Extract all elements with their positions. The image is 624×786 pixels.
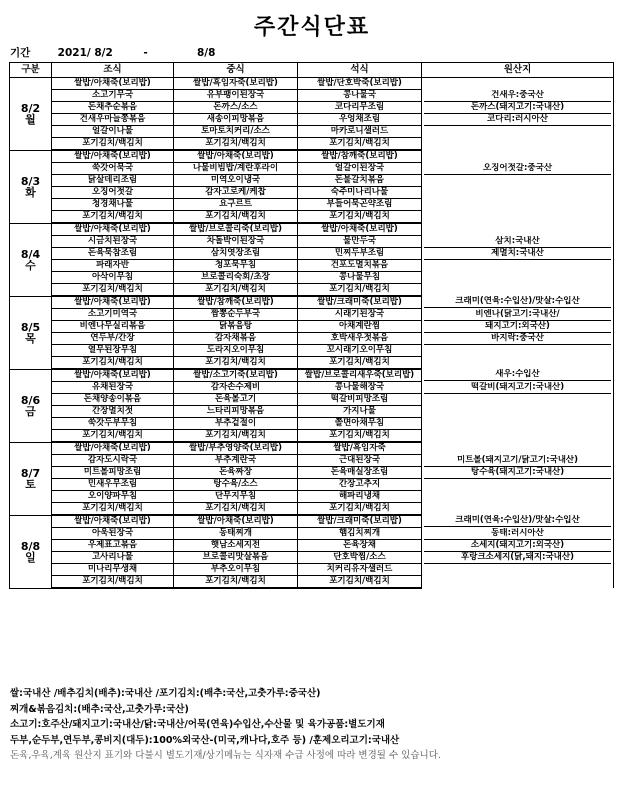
origin-item: [424, 151, 611, 162]
day-date: 8/2: [20, 101, 41, 115]
lunch-item: 부추겉절이: [174, 418, 298, 430]
table-row: [10, 199, 614, 211]
table-row: [10, 90, 614, 102]
origin-item: 미트볼(돼지고기/닭고기:국내산): [424, 455, 611, 467]
lunch-item: 단무지무침: [174, 491, 298, 503]
breakfast-item: 쌀밥/아채죽(보리밥): [52, 150, 174, 163]
breakfast-item: 감자도시락국: [52, 455, 174, 467]
origin-cell: [422, 576, 614, 589]
dinner-item: 포기김치/백김치: [298, 503, 422, 516]
origin-item: 제멸치:국내산: [424, 248, 611, 260]
day-cell: [10, 369, 52, 442]
lunch-item: 포기김치/백김치: [174, 576, 298, 589]
origin-cell: [422, 114, 614, 126]
table-row: [10, 552, 614, 564]
table-row: [10, 382, 614, 394]
origin-item: 소세지(돼지고기:외국산): [424, 540, 611, 552]
day-weekday: 금: [25, 404, 36, 418]
period-dash: -: [143, 47, 148, 59]
breakfast-item: 시금치된장국: [52, 236, 174, 248]
origin-item: [424, 78, 611, 89]
origin-item: 돈까스(돼지고기:국내산): [424, 102, 611, 114]
origin-item: 크래미(연육:수입산)/맛살:수입산: [424, 515, 611, 527]
breakfast-item: 소고기무국: [52, 90, 174, 102]
origin-item: [424, 394, 611, 405]
period-start: 2021/ 8/2: [57, 47, 113, 59]
table-row: [10, 479, 614, 491]
origin-cell: [422, 515, 614, 528]
origin-item: [424, 406, 611, 417]
breakfast-item: 돈채추순볶음: [52, 102, 174, 114]
lunch-item: 햇남소세지전: [174, 540, 298, 552]
dinner-item: 숙주미나리나물: [298, 187, 422, 199]
table-row: [10, 528, 614, 540]
origin-cell: [422, 540, 614, 552]
breakfast-item: 쑥갓어묵국: [52, 163, 174, 175]
day-cell: [10, 442, 52, 515]
origin-cell: [422, 126, 614, 138]
table-row: [10, 357, 614, 370]
breakfast-item: 간장멸치젓: [52, 406, 174, 418]
lunch-item: 쌀밥/참깨죽(보리밥): [174, 296, 298, 309]
dinner-item: 쌀밥/크래미죽(보리밥): [298, 515, 422, 528]
breakfast-item: 포기김치/백김치: [52, 138, 174, 151]
origin-cell: [422, 345, 614, 357]
origin-cell: [422, 284, 614, 297]
breakfast-item: 미나리무생채: [52, 564, 174, 576]
origin-item: [424, 345, 611, 356]
origin-item: [424, 272, 611, 283]
dinner-item: 해파리냉채: [298, 491, 422, 503]
origin-cell: [422, 455, 614, 467]
dinner-item: 마카로니샐러드: [298, 126, 422, 138]
lunch-item: 부추오이무침: [174, 564, 298, 576]
breakfast-item: 소고기미역국: [52, 309, 174, 321]
origin-cell: [422, 90, 614, 102]
dinner-item: 포기김치/백김치: [298, 211, 422, 224]
dinner-item: 쌀밥/크래미죽(보리밥): [298, 296, 422, 309]
day-weekday: 수: [25, 258, 36, 272]
origin-cell: [422, 394, 614, 406]
breakfast-item: 유채된장국: [52, 382, 174, 394]
table-row: [10, 515, 614, 528]
lunch-item: 청포묵무침: [174, 260, 298, 272]
breakfast-item: 고사리나물: [52, 552, 174, 564]
origin-item: 비엔나(닭고기:국내산/: [424, 309, 611, 321]
breakfast-item: 돈육묵참조림: [52, 248, 174, 260]
table-row: [10, 503, 614, 516]
origin-item: 새우:수입산: [424, 369, 611, 381]
dinner-item: 건포도멸치볶음: [298, 260, 422, 272]
day-date: 8/5: [20, 320, 41, 334]
origin-cell: [422, 309, 614, 321]
origin-cell: [422, 528, 614, 540]
header-lunch: 중식: [174, 63, 298, 78]
origin-item: 동태:러시아산: [424, 528, 611, 540]
lunch-item: 쌀밥/아채죽(보리밥): [174, 515, 298, 528]
table-row: [10, 126, 614, 138]
lunch-item: 쌀밥/브로콜리죽(보리밥): [174, 223, 298, 236]
table-row: [10, 248, 614, 260]
breakfast-item: 포기김치/백김치: [52, 503, 174, 516]
day-date: 8/6: [20, 393, 41, 407]
breakfast-item: 포기김치/백김치: [52, 357, 174, 370]
menu-body: [10, 78, 614, 589]
origin-item: 오징어젓갈:중국산: [424, 163, 611, 175]
table-row: [10, 175, 614, 187]
lunch-item: 닭볶음탕: [174, 321, 298, 333]
breakfast-item: 포기김치/백김치: [52, 430, 174, 443]
dinner-item: 가지나물: [298, 406, 422, 418]
period-end: 8/8: [196, 47, 216, 59]
origin-item: [424, 479, 611, 490]
origin-item: [424, 175, 611, 186]
breakfast-item: 쑥갓두부무침: [52, 418, 174, 430]
dinner-item: 쌀밥/단호박죽(보리밥): [298, 78, 422, 90]
note-line: 소고기:호주산/돼지고기:국내산/닭:국내산/어묵(연육)수입산,수산물 및 육가공품:별도기재: [10, 719, 385, 730]
lunch-item: 동태찌개: [174, 528, 298, 540]
breakfast-item: 비엔나무실리볶음: [52, 321, 174, 333]
breakfast-item: 연두부/간장: [52, 333, 174, 345]
origin-cell: [422, 333, 614, 345]
period-row: [10, 45, 215, 60]
lunch-item: 쌀밥/흑임자죽(보리밥): [174, 78, 298, 90]
table-row: [10, 540, 614, 552]
day-cell: [10, 150, 52, 223]
lunch-item: 쌀밥/아채죽(보리밥): [174, 150, 298, 163]
lunch-item: 돈육짜장: [174, 467, 298, 479]
table-row: [10, 442, 614, 455]
lunch-item: 포기김치/백김치: [174, 211, 298, 224]
lunch-item: 돈육볼고기: [174, 394, 298, 406]
origin-cell: [422, 223, 614, 236]
table-row: [10, 564, 614, 576]
header-origin: 원산지: [422, 63, 614, 78]
breakfast-item: 쌀밥/아채죽(보리밥): [52, 223, 174, 236]
table-row: [10, 430, 614, 443]
origin-cell: [422, 382, 614, 394]
notes: [10, 686, 616, 764]
table-row: [10, 455, 614, 467]
lunch-item: 도라지오이무침: [174, 345, 298, 357]
weekly-menu-table: [9, 62, 614, 589]
breakfast-item: 아욱된장국: [52, 528, 174, 540]
dinner-item: 단호박찜/소스: [298, 552, 422, 564]
dinner-item: 쫄면아채무침: [298, 418, 422, 430]
dinner-item: 포기김치/백김치: [298, 357, 422, 370]
dinner-item: 쌀밥/브로콜리새우죽(보리밥): [298, 369, 422, 382]
breakfast-item: 파래자반: [52, 260, 174, 272]
lunch-item: 차돌박이된장국: [174, 236, 298, 248]
table-row: [10, 576, 614, 589]
dinner-item: 포기김치/백김치: [298, 284, 422, 297]
lunch-item: 짬뽕순두부국: [174, 309, 298, 321]
table-row: [10, 321, 614, 333]
table-row: [10, 418, 614, 430]
lunch-item: 탕수육/소스: [174, 479, 298, 491]
breakfast-item: 쌀밥/아채죽(보리밥): [52, 78, 174, 90]
lunch-item: 토마토치커리/소스: [174, 126, 298, 138]
table-row: [10, 284, 614, 297]
origin-item: 크래미(연육:수입산)/맛살:수입산: [424, 296, 611, 308]
table-row: [10, 260, 614, 272]
origin-cell: [422, 369, 614, 382]
dinner-item: 쌀밥/아채죽(보리밥): [298, 223, 422, 236]
origin-cell: [422, 357, 614, 370]
dinner-item: 포기김치/백김치: [298, 138, 422, 151]
table-row: [10, 138, 614, 151]
origin-cell: [422, 199, 614, 211]
breakfast-item: 포기김치/백김치: [52, 576, 174, 589]
origin-cell: [422, 236, 614, 248]
day-cell: [10, 223, 52, 296]
table-row: [10, 296, 614, 309]
note-line: 두부,순두부,연두부,콩비지(대두):100%외국산-(미국,캐나다,호주 등) /훈제오리고기:국내산: [10, 734, 400, 746]
note-line: 쌀:국내산 /배추김치(배추):국내산 /포기김치:(배추:국산,고춧가루:중국산): [10, 688, 321, 699]
table-row: [10, 78, 614, 90]
lunch-item: 포기김치/백김치: [174, 284, 298, 297]
lunch-item: 유부팽이된장국: [174, 90, 298, 102]
origin-cell: [422, 296, 614, 309]
lunch-item: 포기김치/백김치: [174, 430, 298, 443]
origin-cell: [422, 406, 614, 418]
lunch-item: 쌀밥/소고기죽(보리밥): [174, 369, 298, 382]
period-label: 기간: [10, 47, 31, 59]
origin-item: [424, 284, 611, 295]
table-row: [10, 114, 614, 126]
breakfast-item: 미트볼피망조림: [52, 467, 174, 479]
lunch-item: 새송이피망볶음: [174, 114, 298, 126]
origin-cell: [422, 321, 614, 333]
dinner-item: 돈육매실장조림: [298, 467, 422, 479]
dinner-item: 얼갈이된장국: [298, 163, 422, 175]
origin-item: [424, 430, 611, 441]
dinner-item: 아채계란찜: [298, 321, 422, 333]
dinner-item: 콩나물무침: [298, 272, 422, 284]
dinner-item: 돈불갈치볶음: [298, 175, 422, 187]
day-cell: [10, 78, 52, 151]
table-row: [10, 333, 614, 345]
breakfast-item: 포기김치/백김치: [52, 211, 174, 224]
table-row: [10, 369, 614, 382]
day-weekday: 토: [25, 477, 36, 491]
table-row: [10, 406, 614, 418]
breakfast-item: 열무된장무침: [52, 345, 174, 357]
origin-item: [424, 357, 611, 368]
breakfast-item: 쌀밥/아채죽(보리밥): [52, 369, 174, 382]
table-row: [10, 223, 614, 236]
dinner-item: 간장고추지: [298, 479, 422, 491]
day-cell: [10, 515, 52, 588]
table-row: [10, 163, 614, 175]
origin-item: 코다리:러시아산: [424, 114, 611, 126]
dinner-item: 우엉채조림: [298, 114, 422, 126]
day-cell: [10, 296, 52, 369]
breakfast-item: 돈채양송이볶음: [52, 394, 174, 406]
origin-item: [424, 138, 611, 149]
dinner-item: 쌀밥/참깨죽(보리밥): [298, 150, 422, 163]
origin-item: [424, 187, 611, 198]
origin-item: 후랑크소세지(닭,돼지:국내산): [424, 552, 611, 564]
origin-cell: [422, 272, 614, 284]
origin-item: [424, 260, 611, 271]
header-division: 구분: [10, 63, 52, 78]
origin-cell: [422, 260, 614, 272]
origin-cell: [422, 102, 614, 114]
lunch-item: 느타리피망볶음: [174, 406, 298, 418]
origin-cell: [422, 175, 614, 187]
origin-cell: [422, 564, 614, 576]
table-row: [10, 394, 614, 406]
origin-item: [424, 503, 611, 514]
lunch-item: 포기김치/백김치: [174, 503, 298, 516]
origin-item: [424, 418, 611, 429]
note-line: 돈육,우육,계육 원산지 표기와 다불시 별도기재/상기메뉴는 식자재 수급 사정에 따라 변경될 수 있습니다.: [10, 750, 441, 761]
lunch-item: 감자채볶음: [174, 333, 298, 345]
origin-item: [424, 576, 611, 587]
origin-cell: [422, 503, 614, 516]
origin-cell: [422, 248, 614, 260]
day-date: 8/3: [20, 174, 41, 188]
dinner-item: 민찌두부조림: [298, 248, 422, 260]
lunch-item: 감자고로케/케찹: [174, 187, 298, 199]
day-weekday: 목: [25, 331, 36, 345]
origin-cell: [422, 211, 614, 224]
breakfast-item: 아삭이무침: [52, 272, 174, 284]
lunch-item: 돈까스/소스: [174, 102, 298, 114]
table-row: [10, 309, 614, 321]
breakfast-item: 쌀밥/아채죽(보리밥): [52, 515, 174, 528]
lunch-item: 미역오이냉국: [174, 175, 298, 187]
origin-cell: [422, 418, 614, 430]
origin-item: 떡갈비(돼지고기:국내산): [424, 382, 611, 394]
origin-cell: [422, 150, 614, 163]
breakfast-item: 쌀밥/아채죽(보리밥): [52, 442, 174, 455]
lunch-item: 감자손수제비: [174, 382, 298, 394]
dinner-item: 부들어묵곤약조림: [298, 199, 422, 211]
breakfast-item: 닭살데리조림: [52, 175, 174, 187]
dinner-item: 돈육장채: [298, 540, 422, 552]
lunch-item: 부추계란국: [174, 455, 298, 467]
dinner-item: 시래기된장국: [298, 309, 422, 321]
origin-cell: [422, 138, 614, 151]
breakfast-item: 오이양파무침: [52, 491, 174, 503]
breakfast-item: 오징어젓갈: [52, 187, 174, 199]
day-date: 8/7: [20, 466, 41, 480]
dinner-item: 치커리유자샐러드: [298, 564, 422, 576]
breakfast-item: 얼갈이나물: [52, 126, 174, 138]
day-weekday: 월: [25, 112, 36, 126]
day-weekday: 일: [25, 550, 36, 564]
origin-cell: [422, 442, 614, 455]
header-dinner: 석식: [298, 63, 422, 78]
table-row: [10, 467, 614, 479]
dinner-item: 코다리무조림: [298, 102, 422, 114]
breakfast-item: 민새우무조림: [52, 479, 174, 491]
origin-cell: [422, 552, 614, 564]
origin-cell: [422, 491, 614, 503]
dinner-item: 꼬시래기오이무침: [298, 345, 422, 357]
lunch-item: 삼치엿장조림: [174, 248, 298, 260]
origin-cell: [422, 430, 614, 443]
dinner-item: 떡갈비피망조림: [298, 394, 422, 406]
table-header-row: [10, 63, 614, 78]
table-row: [10, 187, 614, 199]
day-weekday: 화: [25, 185, 36, 199]
origin-item: [424, 211, 611, 222]
table-row: [10, 491, 614, 503]
breakfast-item: 청경채나물: [52, 199, 174, 211]
origin-item: [424, 126, 611, 137]
table-row: [10, 236, 614, 248]
origin-item: 바지락:중국산: [424, 333, 611, 345]
origin-cell: [422, 479, 614, 491]
lunch-item: 포기김치/백김치: [174, 357, 298, 370]
lunch-item: 요구르트: [174, 199, 298, 211]
page-title: 주간식단표: [253, 15, 371, 40]
origin-item: [424, 199, 611, 210]
breakfast-item: 우제표고볶음: [52, 540, 174, 552]
lunch-item: 쌀밥/부추영양죽(보리밥): [174, 442, 298, 455]
table-row: [10, 211, 614, 224]
day-date: 8/4: [20, 247, 41, 261]
lunch-item: 브로콜리맛살볶음: [174, 552, 298, 564]
dinner-item: 콩나물해장국: [298, 382, 422, 394]
dinner-item: 콩나물국: [298, 90, 422, 102]
dinner-item: 물만두국: [298, 236, 422, 248]
origin-item: 돼지고기:외국산): [424, 321, 611, 333]
lunch-item: 포기김치/백김치: [174, 138, 298, 151]
lunch-item: 나물비빔밥/계란후라이: [174, 163, 298, 175]
origin-cell: [422, 78, 614, 90]
origin-item: 삼치:국내산: [424, 236, 611, 248]
origin-item: 건새우:중국산: [424, 90, 611, 102]
table-row: [10, 345, 614, 357]
origin-item: [424, 491, 611, 502]
dinner-item: 쌀밥/흑임자죽: [298, 442, 422, 455]
breakfast-item: 건새우마늘쫑볶음: [52, 114, 174, 126]
dinner-item: 햄김치찌개: [298, 528, 422, 540]
origin-item: [424, 564, 611, 575]
origin-item: [424, 443, 611, 454]
table-row: [10, 272, 614, 284]
lunch-item: 브로콜리숙회/초장: [174, 272, 298, 284]
origin-cell: [422, 187, 614, 199]
origin-item: [424, 224, 611, 235]
breakfast-item: 쌀밥/아채죽(보리밥): [52, 296, 174, 309]
origin-cell: [422, 163, 614, 175]
note-line: 찌개&볶음김치:(배추:국산,고춧가루:국산): [10, 703, 189, 715]
table-row: [10, 150, 614, 163]
header-breakfast: 조식: [52, 63, 174, 78]
dinner-item: 포기김치/백김치: [298, 430, 422, 443]
dinner-item: 근대된장국: [298, 455, 422, 467]
dinner-item: 포기김치/백김치: [298, 576, 422, 589]
origin-item: 탕수육(돼지고기:국내산): [424, 467, 611, 479]
table-row: [10, 102, 614, 114]
origin-cell: [422, 467, 614, 479]
day-date: 8/8: [20, 539, 41, 553]
dinner-item: 호박새우젓볶음: [298, 333, 422, 345]
breakfast-item: 포기김치/백김치: [52, 284, 174, 297]
